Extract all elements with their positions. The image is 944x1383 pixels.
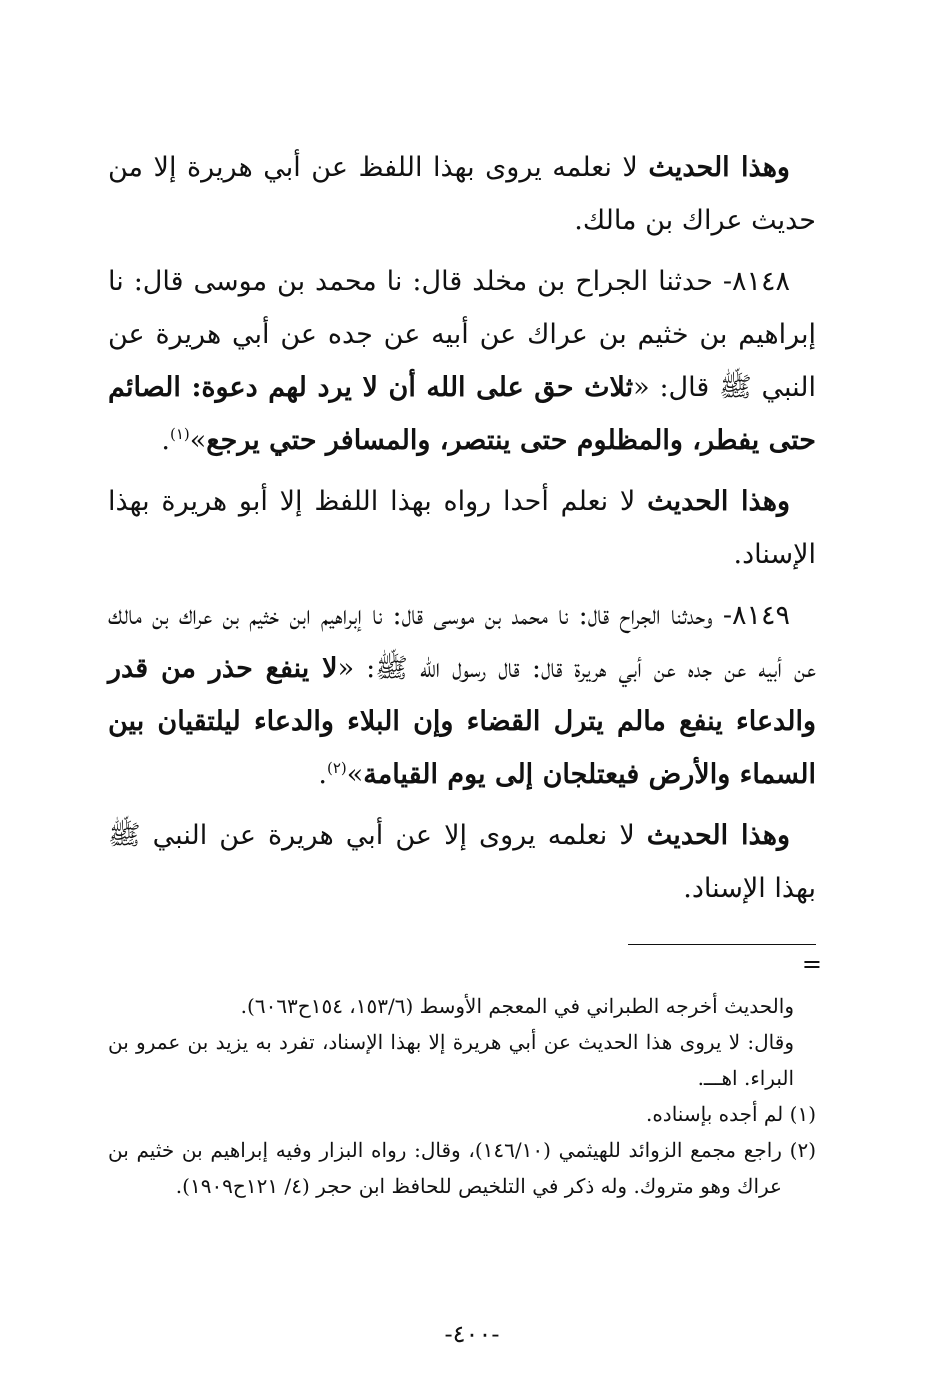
paragraph-5-bold: وهذا الحديث — [646, 820, 790, 851]
footnote-ref-2[interactable]: (٢) — [326, 759, 347, 777]
footnote-divider — [628, 944, 816, 945]
footnote-continuation-2: وقال: لا يروى هذا الحديث عن أبي هريرة إلا بهذا الإسناد، تفرد به يزيد بن عمرو بن البراء. اهـــ. — [108, 1030, 794, 1090]
hadith-8148-quote-close: » — [189, 425, 207, 456]
hadith-8149-matn: لا ينفع حذر من قدر والدعاء ينفع مالم يترل القضاء وإن البلاء والدعاء ليلتقيان بين السماء والأرض فيعتلجان إلى يوم القيامة — [108, 653, 816, 790]
hadith-8148 — [108, 255, 816, 467]
hadith-8149-isnad: ٨١٤٩- وحدثنا الجراح قال: نا محمد بن موسى قال: نا إبراهيم ابن خثيم بن عراك بن مالك عن أبيه عن جده عن أبي هريرة قال: قال رسول الله ﷺ: « — [108, 600, 817, 684]
continuation-mark: = — [801, 950, 822, 978]
paragraph-1 — [108, 141, 816, 247]
footnote-1: (١) لم أجده بإسناده. — [645, 1102, 816, 1126]
paragraph-5 — [108, 809, 816, 915]
hadith-8148-end: . — [161, 425, 170, 456]
paragraph-5-text: لا نعلمه يروى إلا عن أبي هريرة عن النبي ﷺ بهذا الإسناد. — [108, 820, 816, 904]
hadith-8149-end: . — [318, 759, 327, 790]
footnotes — [108, 988, 816, 1204]
footnote-ref-1[interactable]: (١) — [169, 425, 190, 443]
paragraph-3 — [108, 475, 816, 581]
page-number: -٤٠٠- — [444, 1320, 500, 1348]
paragraph-1-text: لا نعلمه يروى بهذا اللفظ عن أبي هريرة إلا من حديث عراك بن مالك. — [108, 152, 816, 236]
hadith-8149-quote-close: » — [346, 759, 364, 790]
paragraph-1-bold: وهذا الحديث — [648, 152, 790, 183]
paragraph-3-text: لا نعلم أحدا رواه بهذا اللفظ إلا أبو هريرة بهذا الإسناد. — [108, 486, 816, 570]
paragraph-3-bold: وهذا الحديث — [647, 486, 790, 517]
hadith-8148-isnad: ٨١٤٨- حدثنا الجراح بن مخلد قال: نا محمد بن موسى قال: نا إبراهيم بن خثيم بن عراك عن أبيه عن جده عن أبي هريرة عن النبي ﷺ قال: « — [108, 266, 816, 403]
footnote-2: (٢) راجع مجمع الزوائد للهيثمي (١٤٦/١٠)، وقال: رواه البزار وفيه إبراهيم بن خثيم بن عراك وهو متروك. وله ذكر في التلخيص للحافظ ابن حجر (٤/ ١٢١ح١٩٠٩). — [108, 1138, 816, 1198]
footnote-continuation-1: والحديث أخرجه الطبراني في المعجم الأوسط (١٥٣/٦، ١٥٤ح٦٠٦٣). — [240, 994, 794, 1018]
hadith-8149 — [108, 589, 816, 801]
main-text — [108, 141, 816, 915]
hadith-8148-matn: ثلاث حق على الله أن لا يرد لهم دعوة: الصائم حتى يفطر، والمظلوم حتى ينتصر، والمسافر حتي يرجع — [108, 372, 816, 456]
